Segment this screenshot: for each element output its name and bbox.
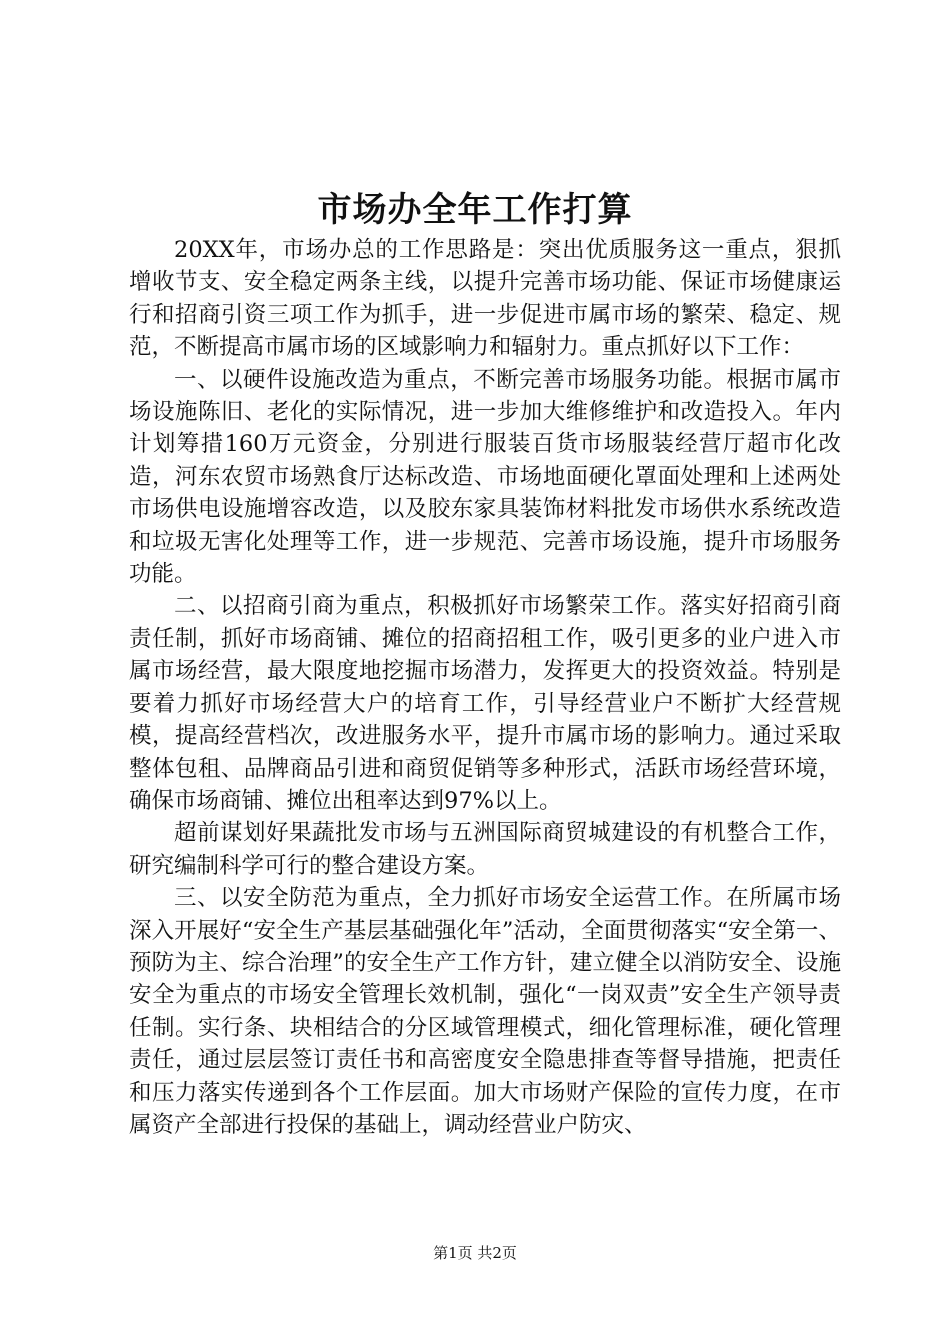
paragraph-integration: 超前谋划好果蔬批发市场与五洲国际商贸城建设的有机整合工作，研究编制科学可行的整合建设方案。: [129, 820, 841, 879]
paragraph-section-three: 三、以安全防范为重点，全力抓好市场安全运营工作。在所属市场深入开展好“安全生产基层基础强化年”活动，全面贯彻落实“安全第一、预防为主、综合治理”的安全生产工作方针，建立健全以消防安全、设施安全为重点的市场安全管理长效机制，强化“一岗双责”安全生产领导责任制。实行条、块相结合的分区域管理模式，细化管理标准，硬化管理责任，通过层层签订责任书和高密度安全隐患排查等督导措施，把责任和压力落实传递到各个工作层面。加大市场财产保险的宣传力度，在市属资产全部进行投保的基础上，调动经营业户防灾、: [129, 885, 841, 1138]
paragraph-section-one: 一、以硬件设施改造为重点，不断完善市场服务功能。根据市属市场设施陈旧、老化的实际情况，进一步加大维修维护和改造投入。年内计划筹措160万元资金，分别进行服装百货市场服装经营厅超市化改造，河东农贸市场熟食厅达标改造、市场地面硬化罩面处理和上述两处市场供电设施增容改造，以及胶东家具装饰材料批发市场供水系统改造和垃圾无害化处理等工作，进一步规范、完善市场设施，提升市场服务功能。: [129, 366, 841, 588]
document-body: [129, 234, 841, 1141]
paragraph-section-two: 二、以招商引商为重点，积极抓好市场繁荣工作。落实好招商引商责任制，抓好市场商铺、摊位的招商招租工作，吸引更多的业户进入市属市场经营，最大限度地挖掘市场潜力，发挥更大的投资效益。特别是要着力抓好市场经营大户的培育工作，引导经营业户不断扩大经营规模，提高经营档次，改进服务水平，提升市属市场的影响力。通过采取整体包租、品牌商品引进和商贸促销等多种形式，活跃市场经营环境，确保市场商铺、摊位出租率达到97%以上。: [129, 593, 841, 814]
paragraph-intro: 20XX年，市场办总的工作思路是：突出优质服务这一重点，狠抓增收节支、安全稳定两条主线，以提升完善市场功能、保证市场健康运行和招商引资三项工作为抓手，进一步促进市属市场的繁荣、稳定、规范，不断提高市属市场的区域影响力和辐射力。重点抓好以下工作：: [129, 237, 841, 361]
page-footer: 第1页 共2页: [433, 1244, 517, 1262]
document-title: 市场办全年工作打算: [317, 190, 633, 230]
